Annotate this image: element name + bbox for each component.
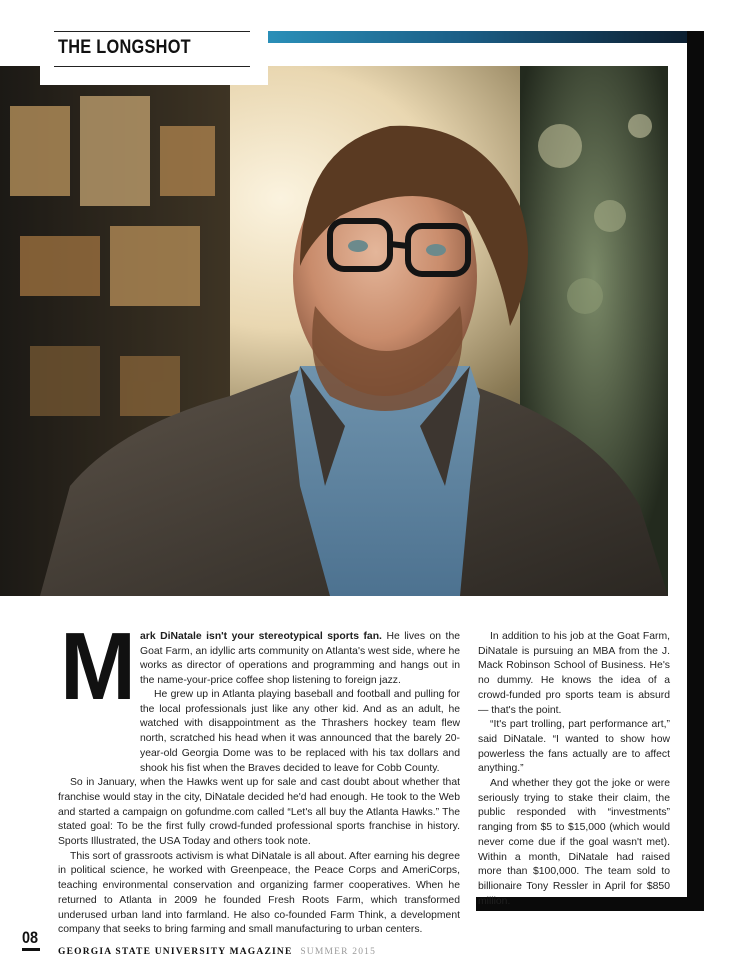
page-number-underline [22,948,40,951]
section-header [40,31,268,85]
page-number: 08 [22,928,39,947]
top-accent-rule [268,31,704,43]
article-column-right [478,630,670,909]
magazine-name: GEORGIA STATE UNIVERSITY MAGAZINE [58,947,293,957]
paragraph-5: In addition to his job at the Goat Farm, DiNatale is pursuing an MBA from the J. Mack Robinson School of Business. He's no dummy. He knows the idea of a crowd-funded pro sports team is absurd — that's the point. [478,631,670,716]
lede-bold: ark DiNatale isn't your stereotypical sports fan. [140,631,382,642]
portrait-photo [0,66,668,596]
section-rule-top [54,31,250,32]
paragraph-4: This sort of grassroots activism is what DiNatale is all about. After earning his degree in political science, he worked with Greenpeace, the Peace Corps and AmeriCorps, teaching environmental conservation and organizing farmer cooperatives. When he returned to Atlanta in 2009 he founded Fresh Roots Farm, which transformed underused urban land into farmland. He also co-founded Farm Think, a development company that seeks to bring farming and small manufacturing to urban centers. [58,850,460,936]
section-rule-bottom [54,66,250,67]
paragraph-3: So in January, when the Hawks went up for sale and cast doubt about whether that franchise would stay in the city, DiNatale decided he'd had enough. He took to the Web and started a campaign on gofundme.com called “Let's all buy the Atlanta Hawks.” The stated goal: To be the first fully crowd-funded professional sports franchise in history. Sports Illustrated, the USA Today and others took note. [58,777,460,848]
paragraph-6: “It's part trolling, part performance art,” said DiNatale. “I wanted to show how powerless the fans actually are to affect anything.” [478,719,670,775]
paragraph-2: He grew up in Atlanta playing baseball and football and pulling for the local professionals just like any other kid. And as an adult, he watched with disappointment as the Thrashers hockey team flew north, scratched his head when it was announced that the barely 20-year-old Georgia Dome was to be replaced with his tax dollars and shook his fist when the Braves decided to leave for Cobb County. [140,689,460,774]
article-lede [140,630,460,689]
lede-text: He lives on the Goat Farm, an idyllic arts community on Atlanta's west side, where he works as director of operations and programming and hangs out in the name-your-price coffee shop listening to foreign jazz. [140,631,461,687]
section-title: THE LONGSHOT [58,37,191,58]
issue-label: SUMMER 2015 [300,947,377,957]
paragraph-7: And whether they got the joke or were seriously trying to stake their claim, the public responded with “investments” ranging from $5 to $15,000 (which would never come due if the goal wasn't met). Within a month, DiNatale had raised more than $100,000. The team sold to billionaire Tony Ressler in April for $850 million. [478,778,670,907]
running-footer [58,946,376,957]
frame-right-bar [687,31,704,911]
article-column-left [58,688,460,938]
drop-cap: M [59,613,136,720]
